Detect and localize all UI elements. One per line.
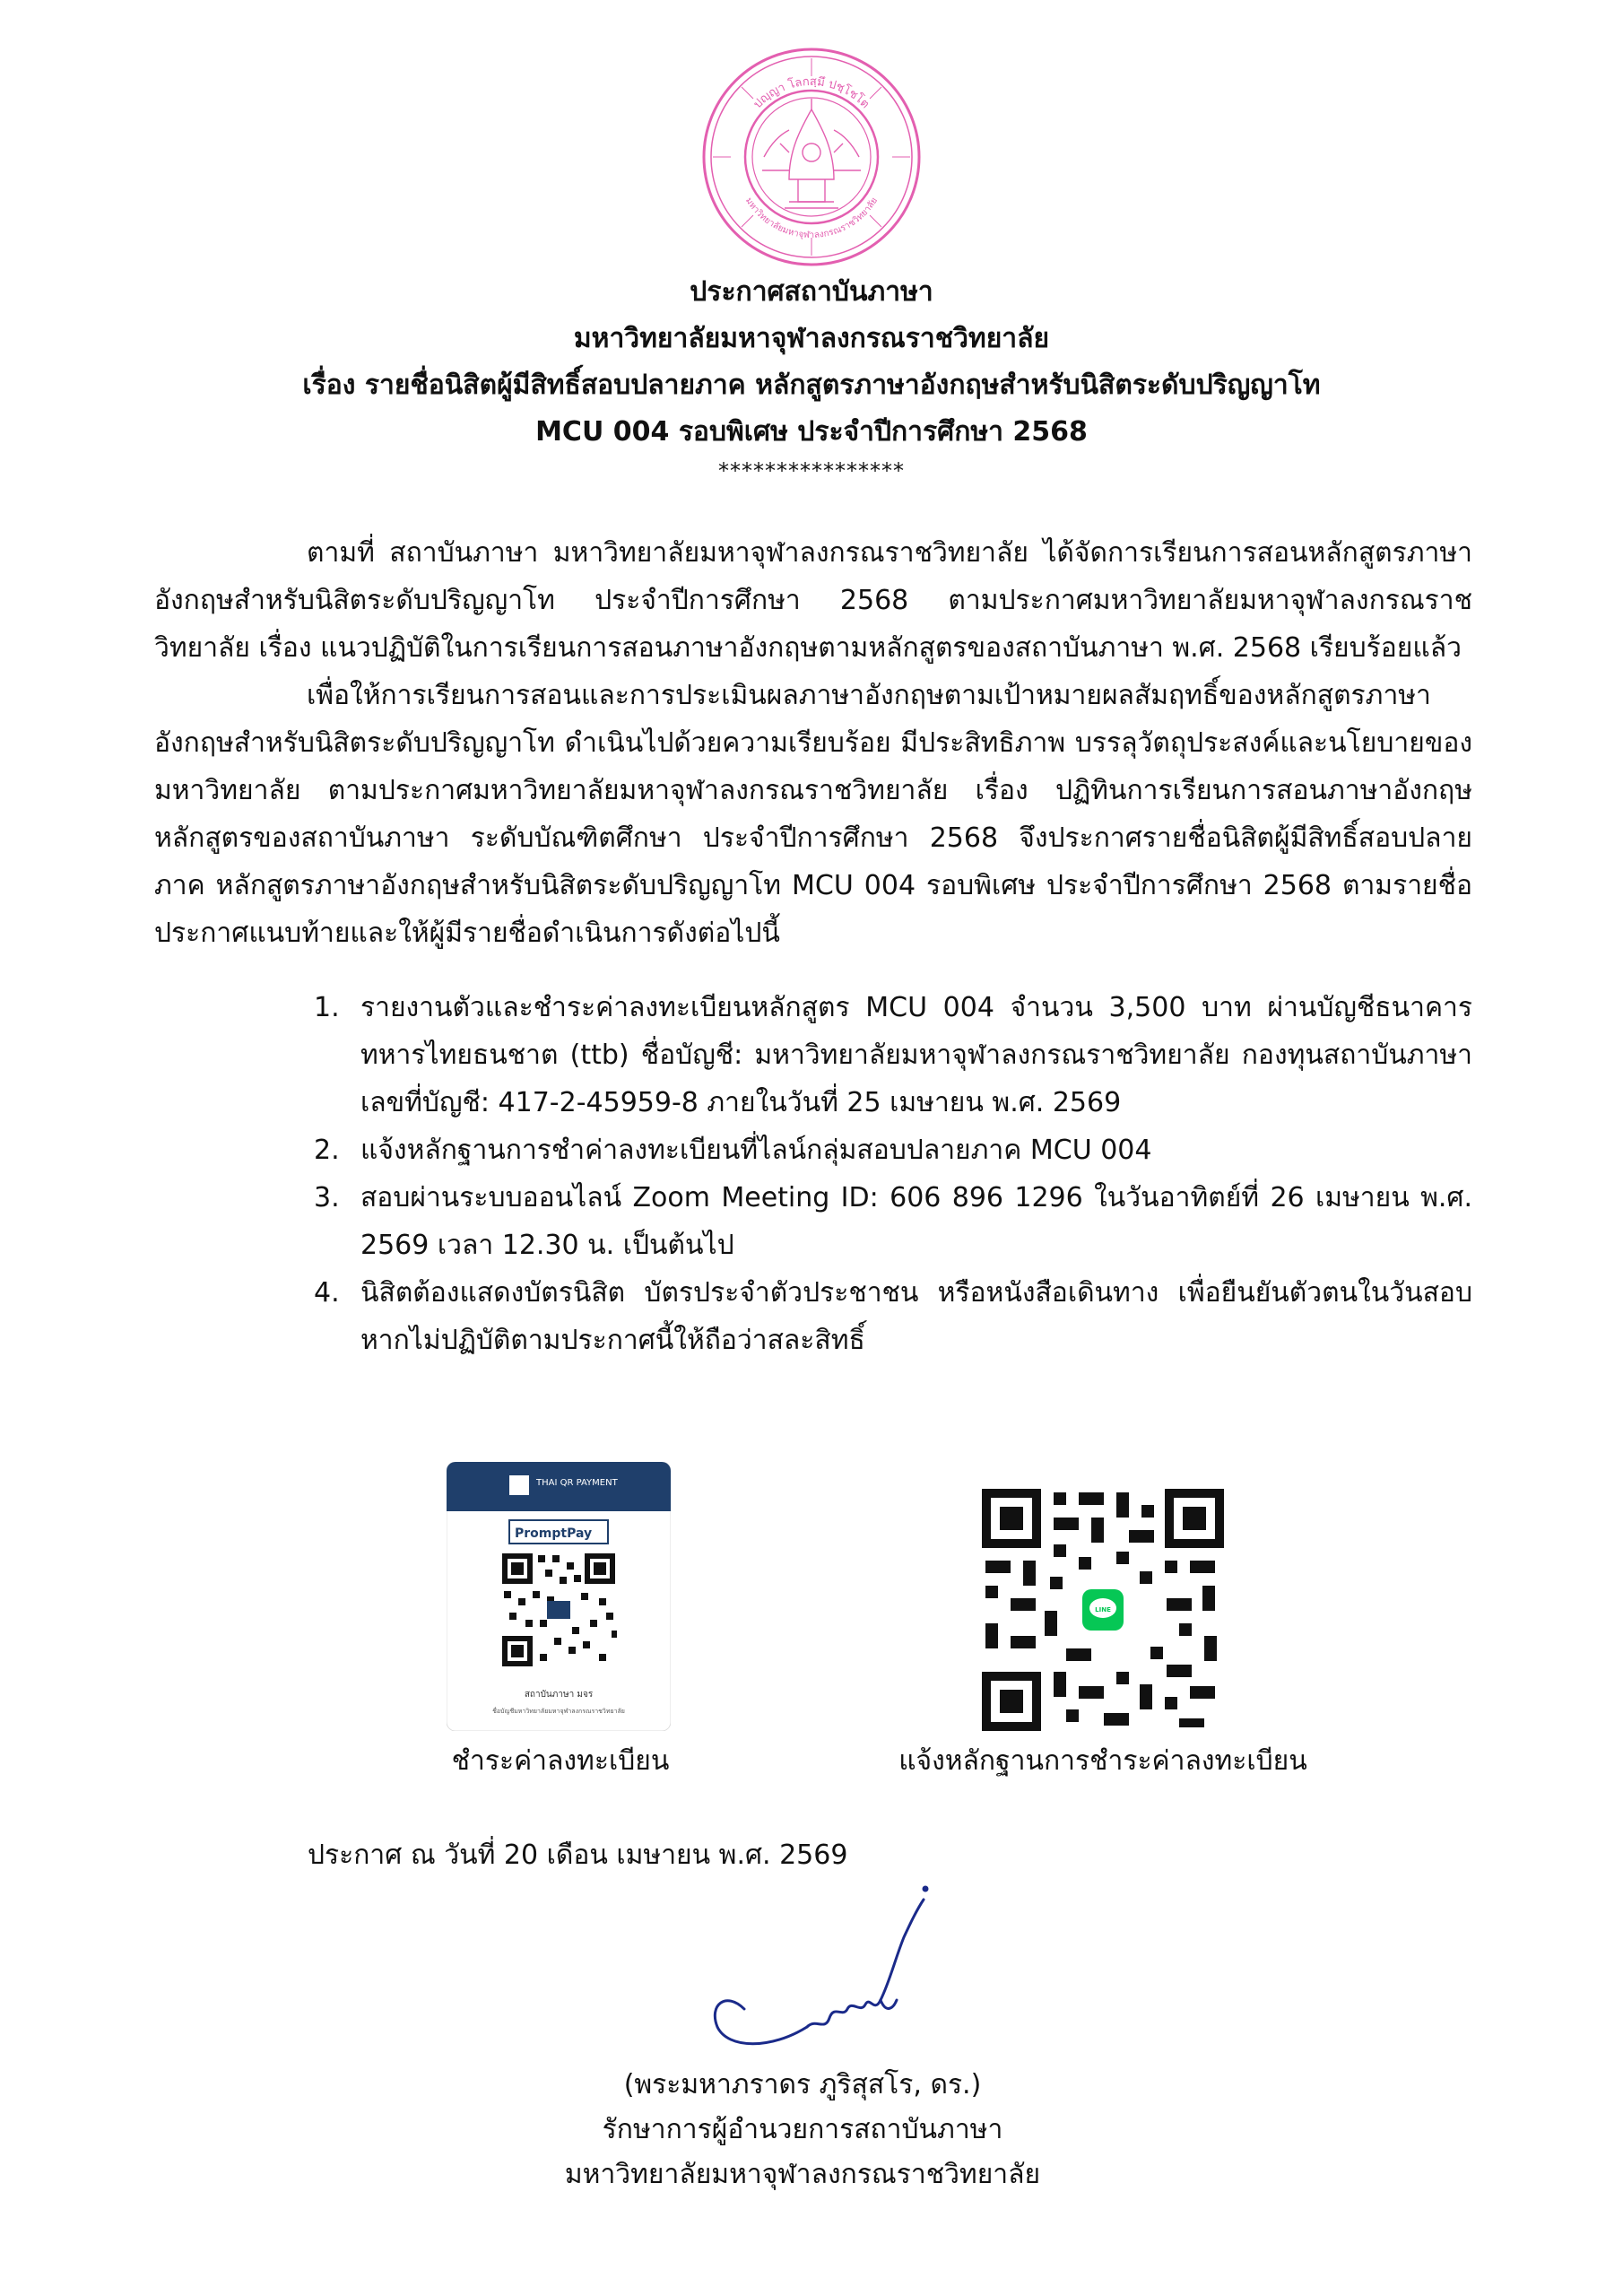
list-item [154,1126,1472,1174]
payee-account-name: ชื่อบัญชีมหาวิทยาลัยมหาจุฬาลงกรณราชวิทยาลัย [492,1708,625,1715]
signer-name: (พระมหาภราดร ภูริสุสโร, ดร.) [623,2069,982,2100]
signer-position: รักษาการผู้อำนวยการสถาบันภาษา [602,2114,1003,2145]
list-number: 2. [314,1135,340,1166]
handwritten-signature [681,1883,968,2063]
university-seal-logo [699,45,924,269]
header-course: MCU 004 รอบพิเศษ ประจำปีการศึกษา 2568 [535,416,1088,448]
payee-name: สถาบันภาษา มจร [524,1690,594,1700]
seal-top-text: ปญฺญา โลกสฺมึ ปชฺโชโต [751,74,872,112]
list-item [154,1269,1472,1364]
announcement-header [0,269,1623,486]
payment-qr-caption: ชำระค่าลงทะเบียน [451,1745,670,1777]
line-group-qr-code[interactable] [982,1489,1224,1731]
header-line-2: มหาวิทยาลัยมหาจุฬาลงกรณราชวิทยาลัย [573,323,1050,354]
instruction-list [154,984,1472,1364]
line-logo-text: LINE [1095,1606,1111,1613]
header-separator: **************** [718,458,905,483]
announcement-body [154,529,1472,1364]
list-text: แจ้งหลักฐานการชำค่าลงทะเบียนที่ไลน์กลุ่มสอบปลายภาค MCU 004 [360,1135,1152,1166]
list-text: รายงานตัวและชำระค่าลงทะเบียนหลักสูตร MCU 004 จำนวน 3,500 บาท ผ่านบัญชีธนาคารทหารไทยธนชาต (ttb) ชื่อบัญชี: มหาวิทยาลัยมหาจุฬาลงกรณราชวิทยาลัย กองทุนสถาบันภาษา เลขที่บัญชี: 417-2-45959-8 ภายในวันที่ 25 เมษายน พ.ศ. 2569 [360,992,1472,1118]
list-number: 4. [314,1277,340,1309]
list-item [154,1174,1472,1269]
line-qr-caption: แจ้งหลักฐานการชำระค่าลงทะเบียน [898,1745,1307,1777]
paragraph-2: เพื่อให้การเรียนการสอนและการประเมินผลภาษาอังกฤษตามเป้าหมายผลสัมฤทธิ์ของหลักสูตรภาษาอังกฤษสำหรับนิสิตระดับปริญญาโท ดำเนินไปด้วยความเรียบร้อย มีประสิทธิภาพ บรรลุวัตถุประสงค์และนโยบายของมหาวิทยาลัย ตามประกาศมหาวิทยาลัยมหาจุฬาลงกรณราชวิทยาลัย เรื่อง ปฏิทินการเรียนการสอนภาษาอังกฤษหลักสูตรของสถาบันภาษา ระดับบัณฑิตศึกษา ประจำปีการศึกษา 2568 จึงประกาศรายชื่อนิสิตผู้มีสิทธิ์สอบปลายภาค หลักสูตรภาษาอังกฤษสำหรับนิสิตระดับปริญญาโท MCU 004 รอบพิเศษ ประจำปีการศึกษา 2568 ตามรายชื่อประกาศแนบท้ายและให้ผู้มีรายชื่อดำเนินการดังต่อไปนี้ [154,680,1472,949]
list-item [154,984,1472,1126]
thai-qr-label: THAI QR PAYMENT [536,1478,618,1488]
list-number: 3. [314,1182,340,1213]
payment-qr-code[interactable] [447,1462,671,1731]
paragraph-1: ตามที่ สถาบันภาษา มหาวิทยาลัยมหาจุฬาลงกรณราชวิทยาลัย ได้จัดการเรียนการสอนหลักสูตรภาษาอังกฤษสำหรับนิสิตระดับปริญญาโท ประจำปีการศึกษา 2568 ตามประกาศมหาวิทยาลัยมหาจุฬาลงกรณราชวิทยาลัย เรื่อง แนวปฏิบัติในการเรียนการสอนภาษาอังกฤษตามหลักสูตรของสถาบันภาษา พ.ศ. 2568 เรียบร้อยแล้ว [154,537,1472,664]
list-number: 1. [314,992,340,1023]
seal-bottom-text: มหาวิทยาลัยมหาจุฬาลงกรณราชวิทยาลัย [743,196,880,241]
payment-qr-matrix [500,1552,617,1668]
announcement-date: ประกาศ ณ วันที่ 20 เดือน เมษายน พ.ศ. 2569 [308,1839,848,1871]
list-text: นิสิตต้องแสดงบัตรนิสิต บัตรประจำตัวประชาชน หรือหนังสือเดินทาง เพื่อยืนยันตัวตนในวันสอบ หากไม่ปฏิบัติตามประกาศนี้ให้ถือว่าสละสิทธิ์ [360,1277,1472,1356]
list-text: สอบผ่านระบบออนไลน์ Zoom Meeting ID: 606 896 1296 ในวันอาทิตย์ที่ 26 เมษายน พ.ศ. 2569 เวลา 12.30 น. เป็นต้นไป [360,1182,1472,1261]
header-subject: เรื่อง รายชื่อนิสิตผู้มีสิทธิ์สอบปลายภาค หลักสูตรภาษาอังกฤษสำหรับนิสิตระดับปริญญาโท [302,370,1321,401]
signer-organization: มหาวิทยาลัยมหาจุฬาลงกรณราชวิทยาลัย [564,2159,1041,2190]
header-line-1: ประกาศสถาบันภาษา [690,276,933,308]
promptpay-label: PromptPay [515,1526,593,1541]
signer-block [0,2063,1614,2197]
